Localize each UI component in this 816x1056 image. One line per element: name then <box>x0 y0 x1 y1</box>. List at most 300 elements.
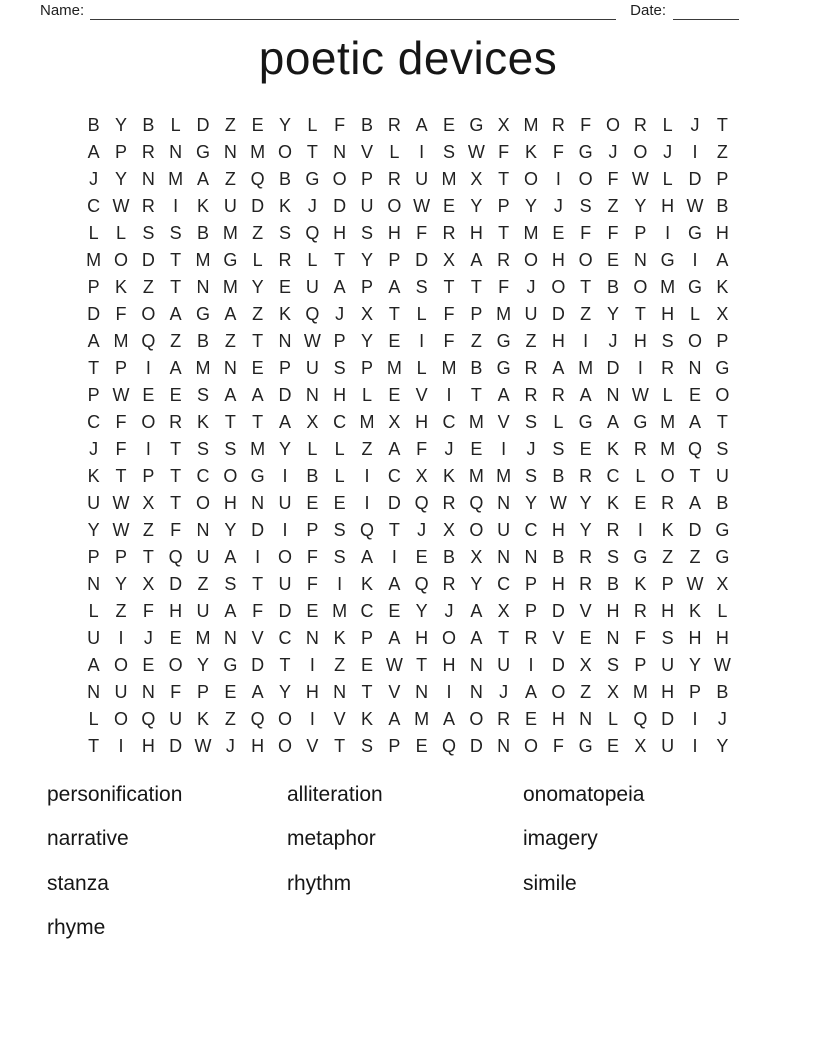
grid-letter: U <box>223 196 237 216</box>
grid-letter: H <box>223 493 237 513</box>
grid-letter: T <box>252 412 264 432</box>
word-list-item: stanza <box>47 871 109 895</box>
grid-letter: O <box>551 682 566 702</box>
grid-letter: M <box>250 142 266 162</box>
grid-letter: L <box>252 250 263 270</box>
grid-letter: D <box>551 655 565 675</box>
grid-letter: S <box>196 385 209 405</box>
grid-letter: O <box>332 169 347 189</box>
grid-letter: M <box>660 412 676 432</box>
grid-letter: I <box>337 574 343 594</box>
word-list-column <box>47 773 287 951</box>
grid-letter: P <box>634 223 647 243</box>
grid-letter: O <box>523 736 538 756</box>
grid-letter: H <box>551 574 565 594</box>
grid-letter: T <box>388 520 400 540</box>
grid-letter: T <box>224 412 236 432</box>
grid-letter: R <box>387 169 401 189</box>
grid-letter: P <box>634 655 647 675</box>
grid-letter: E <box>388 601 401 621</box>
grid-letter: R <box>278 250 292 270</box>
grid-letter: B <box>196 331 209 351</box>
grid-letter: N <box>196 520 210 540</box>
grid-letter: N <box>87 682 101 702</box>
grid-letter: J <box>553 196 563 216</box>
grid-letter: I <box>692 250 698 270</box>
grid-letter: I <box>555 169 561 189</box>
grid-letter: Y <box>196 655 209 675</box>
grid-letter: O <box>660 466 675 486</box>
grid-letter: I <box>145 439 151 459</box>
grid-letter: S <box>360 223 373 243</box>
grid-letter: F <box>115 304 127 324</box>
grid-letter: J <box>225 736 235 756</box>
grid-letter: D <box>387 493 401 513</box>
grid-letter: D <box>251 520 265 540</box>
grid-letter: R <box>524 358 538 378</box>
grid-letter: M <box>632 682 648 702</box>
grid-letter: W <box>631 169 649 189</box>
grid-letter: L <box>416 304 427 324</box>
grid-letter: K <box>634 574 647 594</box>
grid-letter: F <box>443 304 455 324</box>
grid-letter: D <box>688 169 702 189</box>
grid-letter: M <box>523 115 539 135</box>
grid-letter: T <box>443 277 455 297</box>
grid-letter: S <box>333 358 346 378</box>
grid-letter: H <box>661 601 675 621</box>
grid-letter: B <box>716 493 729 513</box>
grid-letter: J <box>690 115 700 135</box>
grid-letter: L <box>662 169 673 189</box>
grid-letter: P <box>497 196 510 216</box>
grid-letter: M <box>195 250 211 270</box>
grid-letter: A <box>470 601 483 621</box>
grid-letter: A <box>360 547 373 567</box>
grid-letter: I <box>173 196 179 216</box>
grid-letter: F <box>443 331 455 351</box>
grid-letter: Y <box>251 277 264 297</box>
grid-letter: N <box>497 736 511 756</box>
grid-letter: D <box>141 250 155 270</box>
grid-letter: I <box>446 385 452 405</box>
grid-letter: R <box>497 709 511 729</box>
grid-letter: P <box>388 736 401 756</box>
grid-letter: Y <box>278 439 291 459</box>
grid-letter: U <box>305 277 319 297</box>
grid-letter: O <box>605 115 620 135</box>
grid-letter: S <box>579 196 592 216</box>
grid-letter: Z <box>716 142 728 162</box>
grid-letter: B <box>606 574 619 594</box>
grid-letter: N <box>141 169 155 189</box>
grid-letter: D <box>278 385 292 405</box>
grid-letter: Y <box>688 655 701 675</box>
grid-letter: A <box>278 412 291 432</box>
grid-letter: N <box>141 682 155 702</box>
grid-letter: A <box>169 358 182 378</box>
grid-letter: G <box>715 358 730 378</box>
grid-letter: D <box>551 601 565 621</box>
grid-letter: E <box>415 547 428 567</box>
grid-letter: Z <box>470 331 482 351</box>
word-list <box>47 773 644 951</box>
grid-letter: L <box>361 385 372 405</box>
grid-letter: Y <box>579 493 592 513</box>
grid-letter: L <box>307 439 318 459</box>
grid-letter: S <box>333 520 346 540</box>
grid-letter: S <box>415 277 428 297</box>
grid-letter: A <box>688 412 701 432</box>
grid-letter: R <box>169 412 183 432</box>
grid-letter: M <box>523 223 539 243</box>
grid-letter: S <box>196 439 209 459</box>
word-list-item: narrative <box>47 827 129 851</box>
grid-letter: Y <box>360 250 373 270</box>
grid-letter: A <box>470 250 483 270</box>
grid-letter: U <box>87 493 101 513</box>
grid-letter: X <box>470 169 483 189</box>
grid-letter: L <box>689 304 700 324</box>
name-label: Name: <box>40 2 85 19</box>
grid-letter: C <box>360 601 374 621</box>
word-list-column <box>523 773 644 951</box>
grid-letter: U <box>415 169 429 189</box>
grid-letter: F <box>607 169 619 189</box>
grid-letter: Q <box>469 493 484 513</box>
grid-letter: O <box>113 655 128 675</box>
grid-letter: U <box>715 466 729 486</box>
grid-letter: B <box>278 169 291 189</box>
grid-letter: M <box>660 439 676 459</box>
grid-letter: I <box>692 736 698 756</box>
grid-letter: Z <box>580 304 592 324</box>
grid-letter: J <box>526 277 536 297</box>
grid-letter: R <box>497 250 511 270</box>
grid-letter: F <box>580 223 592 243</box>
grid-letter: F <box>607 223 619 243</box>
grid-letter: G <box>578 412 593 432</box>
grid-letter: A <box>388 277 401 297</box>
grid-letter: A <box>497 385 510 405</box>
grid-letter: X <box>360 304 373 324</box>
grid-letter: U <box>661 655 675 675</box>
grid-letter: T <box>334 250 346 270</box>
grid-letter: L <box>717 601 728 621</box>
grid-letter: Y <box>716 736 729 756</box>
grid-letter: Y <box>87 520 100 540</box>
grid-letter: J <box>717 709 727 729</box>
grid-letter: H <box>141 736 155 756</box>
grid-letter: I <box>145 358 151 378</box>
grid-letter: U <box>196 547 210 567</box>
grid-letter: A <box>470 628 483 648</box>
grid-letter: N <box>305 385 319 405</box>
grid-letter: N <box>469 655 483 675</box>
grid-letter: K <box>688 601 701 621</box>
grid-letter: Q <box>359 520 374 540</box>
grid-letter: I <box>665 223 671 243</box>
grid-letter: M <box>222 277 238 297</box>
grid-letter: G <box>578 142 593 162</box>
grid-letter: R <box>387 115 401 135</box>
grid-letter: R <box>579 547 593 567</box>
grid-letter: Z <box>115 601 127 621</box>
grid-letter: K <box>196 196 209 216</box>
grid-letter: E <box>169 628 182 648</box>
grid-letter: Y <box>360 331 373 351</box>
grid-letter: M <box>441 358 457 378</box>
grid-letter: R <box>442 574 456 594</box>
grid-letter: D <box>661 709 675 729</box>
grid-letter: L <box>334 466 345 486</box>
grid-letter: F <box>142 601 154 621</box>
grid-letter: J <box>335 304 345 324</box>
grid-letter: U <box>196 601 210 621</box>
grid-letter: Z <box>197 574 209 594</box>
grid-letter: H <box>551 520 565 540</box>
grid-letter: E <box>388 331 401 351</box>
grid-letter: N <box>415 682 429 702</box>
grid-letter: P <box>360 358 373 378</box>
grid-letter: T <box>361 682 373 702</box>
grid-letter: A <box>224 547 237 567</box>
grid-letter: X <box>716 574 729 594</box>
grid-letter: T <box>252 574 264 594</box>
grid-letter: R <box>524 628 538 648</box>
grid-letter: A <box>579 385 592 405</box>
grid-letter: G <box>223 655 238 675</box>
grid-letter: Y <box>634 196 647 216</box>
grid-letter: A <box>415 115 428 135</box>
grid-letter: N <box>223 358 237 378</box>
grid-letter: O <box>141 304 156 324</box>
grid-letter: Y <box>470 574 483 594</box>
grid-letter: P <box>114 547 127 567</box>
grid-letter: B <box>552 466 565 486</box>
grid-letter: R <box>442 493 456 513</box>
grid-letter: P <box>87 547 100 567</box>
grid-letter: P <box>360 277 373 297</box>
grid-letter: K <box>278 304 291 324</box>
grid-letter: P <box>524 601 537 621</box>
grid-letter: P <box>87 277 100 297</box>
grid-letter: H <box>551 331 565 351</box>
grid-letter: M <box>441 169 457 189</box>
grid-letter: H <box>169 601 183 621</box>
grid-letter: Q <box>250 709 265 729</box>
grid-letter: D <box>469 736 483 756</box>
grid-letter: G <box>469 115 484 135</box>
grid-letter: G <box>715 520 730 540</box>
grid-letter: D <box>333 196 347 216</box>
grid-letter: S <box>442 142 455 162</box>
grid-letter: R <box>141 196 155 216</box>
grid-letter: K <box>196 412 209 432</box>
grid-letter: A <box>87 331 100 351</box>
grid-letter: U <box>87 628 101 648</box>
grid-letter: X <box>716 304 729 324</box>
grid-letter: O <box>523 250 538 270</box>
grid-letter: P <box>278 358 291 378</box>
grid-letter: I <box>583 331 589 351</box>
grid-letter: F <box>170 682 182 702</box>
grid-letter: H <box>633 331 647 351</box>
grid-letter: K <box>87 466 100 486</box>
grid-letter: N <box>633 250 647 270</box>
grid-letter: Q <box>141 709 156 729</box>
grid-letter: L <box>607 709 618 729</box>
grid-letter: Z <box>334 655 346 675</box>
grid-letter: L <box>88 223 99 243</box>
grid-letter: F <box>306 574 318 594</box>
grid-letter: P <box>524 574 537 594</box>
grid-letter: T <box>689 466 701 486</box>
grid-letter: A <box>388 574 401 594</box>
grid-letter: C <box>442 412 456 432</box>
grid-letter: O <box>277 709 292 729</box>
grid-letter: Q <box>441 736 456 756</box>
grid-letter: Z <box>224 169 236 189</box>
grid-letter: E <box>579 439 592 459</box>
grid-letter: E <box>634 493 647 513</box>
grid-letter: R <box>633 115 647 135</box>
grid-letter: T <box>306 142 318 162</box>
grid-letter: E <box>278 277 291 297</box>
grid-letter: S <box>524 412 537 432</box>
grid-letter: Z <box>142 520 154 540</box>
grid-letter: T <box>416 655 428 675</box>
grid-letter: R <box>661 493 675 513</box>
grid-letter: E <box>333 493 346 513</box>
grid-letter: U <box>661 736 675 756</box>
grid-letter: P <box>716 169 729 189</box>
grid-letter: O <box>195 493 210 513</box>
grid-letter: F <box>252 601 264 621</box>
grid-letter: E <box>606 736 619 756</box>
grid-letter: Y <box>470 196 483 216</box>
grid-letter: N <box>469 682 483 702</box>
grid-letter: S <box>524 466 537 486</box>
grid-letter: T <box>498 169 510 189</box>
grid-letter: D <box>251 655 265 675</box>
grid-letter: S <box>552 439 565 459</box>
grid-letter: O <box>715 385 730 405</box>
grid-letter: M <box>359 412 375 432</box>
grid-letter: O <box>277 736 292 756</box>
grid-letter: V <box>360 142 373 162</box>
grid-letter: F <box>498 277 510 297</box>
grid-letter: M <box>578 358 594 378</box>
grid-letter: I <box>419 142 425 162</box>
grid-letter: R <box>633 601 647 621</box>
grid-letter: G <box>250 466 265 486</box>
grid-letter: J <box>89 439 99 459</box>
grid-letter: B <box>716 196 729 216</box>
grid-letter: A <box>388 709 401 729</box>
grid-letter: H <box>551 250 565 270</box>
grid-letter: L <box>389 142 400 162</box>
grid-letter: W <box>194 736 212 756</box>
grid-letter: D <box>688 520 702 540</box>
grid-letter: R <box>579 466 593 486</box>
grid-letter: A <box>251 682 264 702</box>
grid-letter: W <box>549 493 567 513</box>
grid-letter: C <box>196 466 210 486</box>
grid-letter: A <box>388 628 401 648</box>
grid-letter: U <box>360 196 374 216</box>
grid-letter: N <box>87 574 101 594</box>
grid-letter: E <box>224 682 237 702</box>
grid-letter: M <box>195 628 211 648</box>
grid-letter: O <box>168 655 183 675</box>
grid-letter: P <box>661 574 674 594</box>
grid-letter: A <box>552 358 565 378</box>
grid-letter: U <box>524 304 538 324</box>
grid-letter: S <box>360 736 373 756</box>
grid-letter: R <box>442 223 456 243</box>
grid-letter: H <box>661 196 675 216</box>
grid-letter: P <box>688 682 701 702</box>
grid-letter: Z <box>607 196 619 216</box>
grid-letter: M <box>332 601 348 621</box>
grid-letter: O <box>113 709 128 729</box>
grid-letter: M <box>386 358 402 378</box>
grid-letter: I <box>501 439 507 459</box>
grid-letter: D <box>87 304 101 324</box>
grid-letter: E <box>360 655 373 675</box>
grid-letter: C <box>87 196 101 216</box>
grid-letter: G <box>223 250 238 270</box>
grid-letter: W <box>467 142 485 162</box>
word-search-grid <box>80 112 736 760</box>
grid-letter: A <box>442 709 455 729</box>
grid-letter: N <box>223 142 237 162</box>
grid-letter: Z <box>662 547 674 567</box>
grid-letter: A <box>333 277 346 297</box>
grid-letter: Z <box>580 682 592 702</box>
grid-letter: G <box>195 304 210 324</box>
grid-letter: M <box>113 331 129 351</box>
grid-letter: W <box>112 385 130 405</box>
grid-letter: U <box>497 655 511 675</box>
grid-letter: E <box>579 628 592 648</box>
grid-letter: N <box>169 142 183 162</box>
grid-letter: B <box>442 547 455 567</box>
grid-letter: M <box>496 304 512 324</box>
grid-letter: H <box>715 628 729 648</box>
grid-letter: T <box>170 439 182 459</box>
grid-letter: T <box>716 115 728 135</box>
grid-letter: M <box>414 709 430 729</box>
grid-letter: L <box>115 223 126 243</box>
grid-letter: B <box>360 115 373 135</box>
grid-letter: K <box>661 520 674 540</box>
grid-letter: I <box>118 736 124 756</box>
grid-letter: J <box>89 169 99 189</box>
grid-letter: G <box>687 223 702 243</box>
grid-letter: Y <box>278 682 291 702</box>
grid-letter: E <box>251 115 264 135</box>
grid-letter: E <box>169 385 182 405</box>
grid-letter: T <box>470 277 482 297</box>
grid-letter: O <box>469 520 484 540</box>
grid-letter: F <box>552 142 564 162</box>
word-list-item: metaphor <box>287 827 376 851</box>
grid-letter: V <box>415 385 428 405</box>
grid-letter: S <box>716 439 729 459</box>
grid-letter: B <box>87 115 100 135</box>
